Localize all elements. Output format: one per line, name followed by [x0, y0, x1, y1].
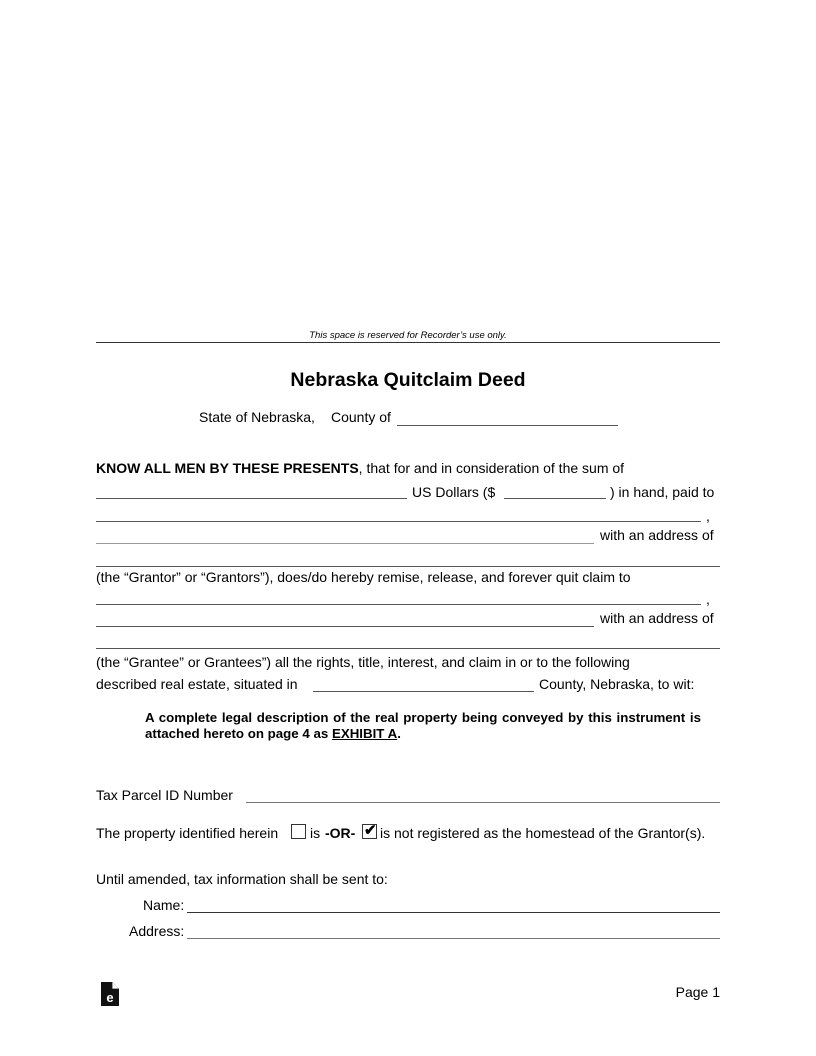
- homestead-is-label: is: [310, 825, 321, 841]
- grantor-address-field[interactable]: [96, 566, 720, 567]
- paid-to-label: ) in hand, paid to: [610, 484, 715, 500]
- svg-text:e: e: [106, 990, 114, 1005]
- amount-numeric-field[interactable]: [504, 498, 606, 499]
- state-label: State of Nebraska,: [199, 409, 315, 425]
- situated-prefix: described real estate, situated in: [96, 676, 298, 692]
- know-all-men-heading: KNOW ALL MEN BY THESE PRESENTS: [96, 460, 359, 476]
- homestead-is-not-label: is not registered as the homestead of the Grantor(s).: [380, 825, 706, 841]
- county-label: County of: [331, 409, 391, 425]
- situated-county-field[interactable]: [313, 691, 534, 692]
- grantor-address-label: with an address of: [600, 527, 714, 543]
- grantee-address-line-1[interactable]: [96, 626, 594, 627]
- situated-suffix: County, Nebraska, to wit:: [539, 676, 695, 692]
- tax-info-name-label: Name:: [143, 897, 185, 913]
- tax-parcel-label: Tax Parcel ID Number: [96, 787, 233, 803]
- grantee-comma: ,: [706, 591, 710, 607]
- tax-parcel-field[interactable]: [246, 802, 720, 803]
- grantee-address-field[interactable]: [96, 648, 720, 649]
- tax-info-address-label: Address:: [129, 923, 185, 939]
- tax-info-name-field[interactable]: [187, 912, 720, 913]
- grantee-clause: (the “Grantee” or Grantees”) all the rights, title, interest, and claim in or to the following: [96, 654, 630, 670]
- grantor-address-line-1[interactable]: [96, 543, 594, 544]
- recorder-note: This space is reserved for Recorder’s use only.: [309, 330, 507, 341]
- grantor-name-field[interactable]: [96, 521, 701, 522]
- recorder-divider: [96, 342, 720, 343]
- homestead-or-label: -OR-: [325, 825, 356, 841]
- exhibit-a-link: EXHIBIT A: [331, 726, 398, 741]
- checkmark-icon: ✔: [364, 822, 377, 839]
- grantor-clause: (the “Grantor” or “Grantors”), does/do hereby remise, release, and forever quit claim to: [96, 569, 631, 585]
- tax-info-heading: Until amended, tax information shall be sent to:: [96, 871, 388, 887]
- exhibit-note: A complete legal description of the real property being conveyed by this instrument is attached hereto on page 4 as EXHIBIT A.: [145, 710, 701, 741]
- consideration-intro-text: , that for and in consideration of the sum of: [358, 460, 625, 476]
- us-dollars-label: US Dollars ($: [412, 484, 496, 500]
- grantee-address-label: with an address of: [600, 610, 714, 626]
- exhibit-note-text: A complete legal description of the real property being conveyed by this instrument is attached hereto on page 4 as: [145, 710, 701, 741]
- document-title: Nebraska Quitclaim Deed: [290, 369, 526, 391]
- eforms-logo-icon: [101, 982, 119, 1006]
- tax-info-address-field[interactable]: [187, 938, 720, 939]
- consideration-intro: [96, 460, 624, 476]
- homestead-is-not-checkbox[interactable]: [362, 824, 377, 839]
- county-field[interactable]: [397, 425, 618, 426]
- grantee-name-field[interactable]: [96, 604, 701, 605]
- grantor-comma: ,: [706, 508, 710, 524]
- page-number: Page 1: [675, 984, 720, 1000]
- homestead-prefix: The property identified herein: [96, 825, 279, 841]
- amount-words-field[interactable]: [96, 498, 407, 499]
- homestead-is-checkbox[interactable]: [291, 824, 306, 839]
